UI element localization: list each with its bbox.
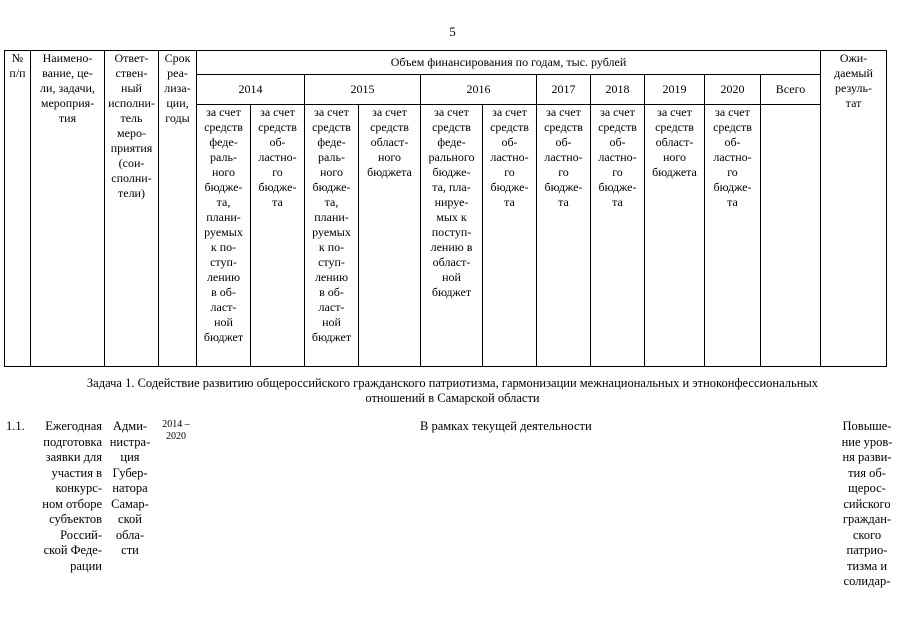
text-line: об- bbox=[555, 135, 572, 149]
year-total: Всего bbox=[761, 75, 821, 105]
text-line: тия об- bbox=[848, 465, 886, 480]
text-line: го bbox=[504, 165, 515, 179]
text-line: п/п bbox=[9, 66, 26, 80]
text-line: ние уров- bbox=[841, 434, 893, 449]
text-line: област- bbox=[370, 135, 409, 149]
text-line: средств bbox=[544, 120, 583, 134]
text-line: поступ- bbox=[431, 225, 472, 239]
text-line: рации bbox=[70, 558, 102, 573]
text-line: Задача 1. Содействие развитию общероссийского гражданского патриотизма, гармонизации межнациональных и этноконфессиональных bbox=[86, 376, 819, 390]
subheader-2020-regional bbox=[705, 105, 761, 367]
task-heading bbox=[0, 376, 905, 406]
year-2019: 2019 bbox=[645, 75, 705, 105]
text-line: отношений в Самарской области bbox=[365, 391, 540, 405]
text-line: Ожи- bbox=[839, 51, 868, 65]
text-line: за счет bbox=[492, 105, 527, 119]
text-line: средств bbox=[258, 120, 297, 134]
text-line: ской Феде- bbox=[43, 543, 102, 557]
text-line: бюдже- bbox=[258, 180, 297, 194]
text-line: (сои- bbox=[118, 156, 145, 170]
text-line: бюдже- bbox=[204, 180, 243, 194]
year-2014: 2014 bbox=[197, 75, 305, 105]
text-line: ласт- bbox=[210, 300, 237, 314]
text-line: об- bbox=[269, 135, 286, 149]
text-line: ской bbox=[118, 512, 142, 526]
text-line: ластно- bbox=[490, 150, 529, 164]
text-line: подготовка bbox=[43, 434, 102, 449]
text-line: ласт- bbox=[318, 300, 345, 314]
text-line: Срок bbox=[164, 51, 191, 65]
text-line: ном отборе bbox=[42, 496, 102, 511]
text-line: солидар- bbox=[843, 574, 891, 588]
text-line: Адми- bbox=[112, 419, 148, 433]
text-line: за счет bbox=[260, 105, 295, 119]
row-responsible bbox=[106, 419, 154, 559]
text-line: лению bbox=[206, 270, 241, 284]
text-line: ной bbox=[322, 315, 341, 329]
text-line: ластно- bbox=[713, 150, 752, 164]
text-line: 2014 – bbox=[162, 419, 190, 430]
text-line: нируе- bbox=[434, 195, 469, 209]
text-line: та bbox=[558, 195, 569, 209]
text-line: ной bbox=[442, 270, 461, 284]
text-line: руемых bbox=[312, 225, 351, 239]
text-line: Ответ- bbox=[114, 51, 149, 65]
text-line: лению в bbox=[430, 240, 473, 254]
text-line: об- bbox=[724, 135, 741, 149]
text-line: средств bbox=[204, 120, 243, 134]
text-line: та, пла- bbox=[432, 180, 471, 194]
text-line: бюджета bbox=[652, 165, 697, 179]
text-line: раль- bbox=[210, 150, 237, 164]
text-line: феде- bbox=[437, 135, 466, 149]
text-line: ластно- bbox=[598, 150, 637, 164]
text-line: област- bbox=[432, 255, 471, 269]
text-line: приятия bbox=[110, 141, 153, 155]
text-line: реа- bbox=[167, 66, 188, 80]
subheader-2014-regional bbox=[251, 105, 305, 367]
text-line: та bbox=[612, 195, 623, 209]
text-line: Самар- bbox=[111, 496, 149, 511]
subheader-2018-regional bbox=[591, 105, 645, 367]
text-line: ного bbox=[211, 165, 236, 179]
text-line: № bbox=[11, 51, 24, 65]
text-line: об- bbox=[609, 135, 626, 149]
text-line: щерос- bbox=[848, 481, 886, 495]
subheader-2015-federal bbox=[305, 105, 359, 367]
row-name bbox=[30, 419, 102, 574]
text-line: ластно- bbox=[258, 150, 297, 164]
text-line: ского bbox=[852, 527, 882, 542]
text-line: го bbox=[727, 165, 738, 179]
subheader-2017-regional bbox=[537, 105, 591, 367]
text-line: за счет bbox=[434, 105, 469, 119]
header-expected-result bbox=[821, 51, 887, 367]
text-line: бюдже- bbox=[598, 180, 637, 194]
text-line: плани- bbox=[314, 210, 349, 224]
row-term bbox=[158, 419, 194, 443]
text-line: тат bbox=[845, 96, 862, 110]
text-line: бюджета bbox=[367, 165, 412, 179]
text-line: го bbox=[612, 165, 623, 179]
text-line: к по- bbox=[210, 240, 237, 254]
text-line: ного bbox=[662, 150, 687, 164]
text-line: та bbox=[504, 195, 515, 209]
text-line: плани- bbox=[206, 210, 241, 224]
text-line: тели) bbox=[118, 186, 145, 200]
text-line: натора bbox=[112, 481, 148, 495]
text-line: рального bbox=[428, 150, 475, 164]
subheader-2016-regional bbox=[483, 105, 537, 367]
text-line: ция bbox=[120, 450, 140, 464]
year-2020: 2020 bbox=[705, 75, 761, 105]
text-line: в об- bbox=[211, 285, 236, 299]
text-line: ствен- bbox=[115, 66, 148, 80]
header-financing-volume: Объем финансирования по годам, тыс. рублей bbox=[197, 51, 821, 75]
text-line: резуль- bbox=[835, 81, 872, 95]
text-line: мероприя- bbox=[40, 96, 95, 110]
text-line: та, bbox=[324, 195, 339, 209]
subheader-2019-regional bbox=[645, 105, 705, 367]
text-line: раль- bbox=[318, 150, 345, 164]
text-line: ластно- bbox=[544, 150, 583, 164]
subheader-2015-regional bbox=[359, 105, 421, 367]
text-line: за счет bbox=[206, 105, 241, 119]
text-line: бюдже- bbox=[490, 180, 529, 194]
text-line: Россий- bbox=[60, 527, 102, 542]
text-line: средств bbox=[598, 120, 637, 134]
text-line: за счет bbox=[600, 105, 635, 119]
text-line: за счет bbox=[657, 105, 692, 119]
text-line: субъектов bbox=[49, 512, 102, 526]
row-expected-result bbox=[836, 419, 898, 590]
text-line: ный bbox=[121, 81, 142, 95]
text-line: патрио- bbox=[846, 543, 888, 557]
text-line: за счет bbox=[314, 105, 349, 119]
text-line: исполни- bbox=[108, 96, 155, 110]
text-line: бюджет bbox=[203, 330, 244, 344]
financing-table-header bbox=[4, 50, 887, 367]
text-line: меро- bbox=[117, 126, 146, 140]
year-2017: 2017 bbox=[537, 75, 591, 105]
text-line: средств bbox=[713, 120, 752, 134]
text-line: та bbox=[272, 195, 283, 209]
subheader-2014-federal bbox=[197, 105, 251, 367]
subheader-total bbox=[761, 105, 821, 367]
text-line: лению bbox=[314, 270, 349, 284]
text-line: средств bbox=[432, 120, 471, 134]
year-2016: 2016 bbox=[421, 75, 537, 105]
text-line: в об- bbox=[319, 285, 344, 299]
text-line: бюдже- bbox=[713, 180, 752, 194]
text-line: заявки для bbox=[45, 450, 102, 464]
text-line: лиза- bbox=[164, 81, 191, 95]
text-line: област- bbox=[655, 135, 694, 149]
text-line: вание, це- bbox=[42, 66, 93, 80]
text-line: ступ- bbox=[210, 255, 237, 269]
text-line: тель bbox=[120, 111, 143, 125]
text-line: ного bbox=[319, 165, 344, 179]
text-line: граждан- bbox=[842, 512, 892, 526]
text-line: го bbox=[558, 165, 569, 179]
text-line: даемый bbox=[834, 66, 873, 80]
text-line: ной bbox=[214, 315, 233, 329]
text-line: средств bbox=[655, 120, 694, 134]
text-line: сийского bbox=[843, 496, 891, 511]
text-line: бюджет bbox=[431, 285, 472, 299]
text-line: Ежегодная bbox=[45, 419, 102, 433]
text-line: об- bbox=[501, 135, 518, 149]
text-line: нистра- bbox=[109, 434, 151, 449]
text-line: го bbox=[272, 165, 283, 179]
text-line: руемых bbox=[204, 225, 243, 239]
text-line: тия bbox=[58, 111, 77, 125]
text-line: феде- bbox=[317, 135, 346, 149]
text-line: феде- bbox=[209, 135, 238, 149]
text-line: средств bbox=[312, 120, 351, 134]
row-number: 1.1. bbox=[6, 419, 25, 433]
text-line: та, bbox=[216, 195, 231, 209]
text-line: участия в bbox=[51, 465, 102, 480]
text-line: сполни- bbox=[111, 171, 152, 185]
text-line: бюдже- bbox=[312, 180, 351, 194]
page-number: 5 bbox=[449, 24, 456, 39]
text-line: годы bbox=[165, 111, 190, 125]
row-financing: В рамках текущей деятельности bbox=[420, 419, 592, 433]
text-line: ции, bbox=[166, 96, 189, 110]
text-line: к по- bbox=[318, 240, 345, 254]
header-term bbox=[159, 51, 197, 367]
text-line: Наимено- bbox=[42, 51, 93, 65]
text-line: бюдже- bbox=[544, 180, 583, 194]
text-line: тизма и bbox=[846, 558, 888, 573]
text-line: средств bbox=[370, 120, 409, 134]
text-line: бюдже- bbox=[432, 165, 471, 179]
header-name bbox=[31, 51, 105, 367]
text-line: мых к bbox=[436, 210, 467, 224]
text-line: обла- bbox=[115, 527, 145, 542]
text-line: бюджет bbox=[311, 330, 352, 344]
text-line: ня разви- bbox=[842, 450, 892, 464]
text-line: средств bbox=[490, 120, 529, 134]
text-line: ли, задачи, bbox=[40, 81, 95, 95]
text-line: за счет bbox=[715, 105, 750, 119]
year-2015: 2015 bbox=[305, 75, 421, 105]
text-line: Повыше- bbox=[842, 419, 892, 433]
text-line: за счет bbox=[372, 105, 407, 119]
header-number bbox=[5, 51, 31, 367]
text-line: за счет bbox=[546, 105, 581, 119]
text-line: ного bbox=[377, 150, 402, 164]
text-line: Губер- bbox=[112, 465, 148, 480]
header-responsible bbox=[105, 51, 159, 367]
text-line: сти bbox=[121, 543, 139, 557]
year-2018: 2018 bbox=[591, 75, 645, 105]
subheader-2016-federal bbox=[421, 105, 483, 367]
text-line: 2020 bbox=[166, 431, 186, 442]
text-line: конкурс- bbox=[55, 481, 102, 495]
text-line: та bbox=[727, 195, 738, 209]
text-line: ступ- bbox=[318, 255, 345, 269]
